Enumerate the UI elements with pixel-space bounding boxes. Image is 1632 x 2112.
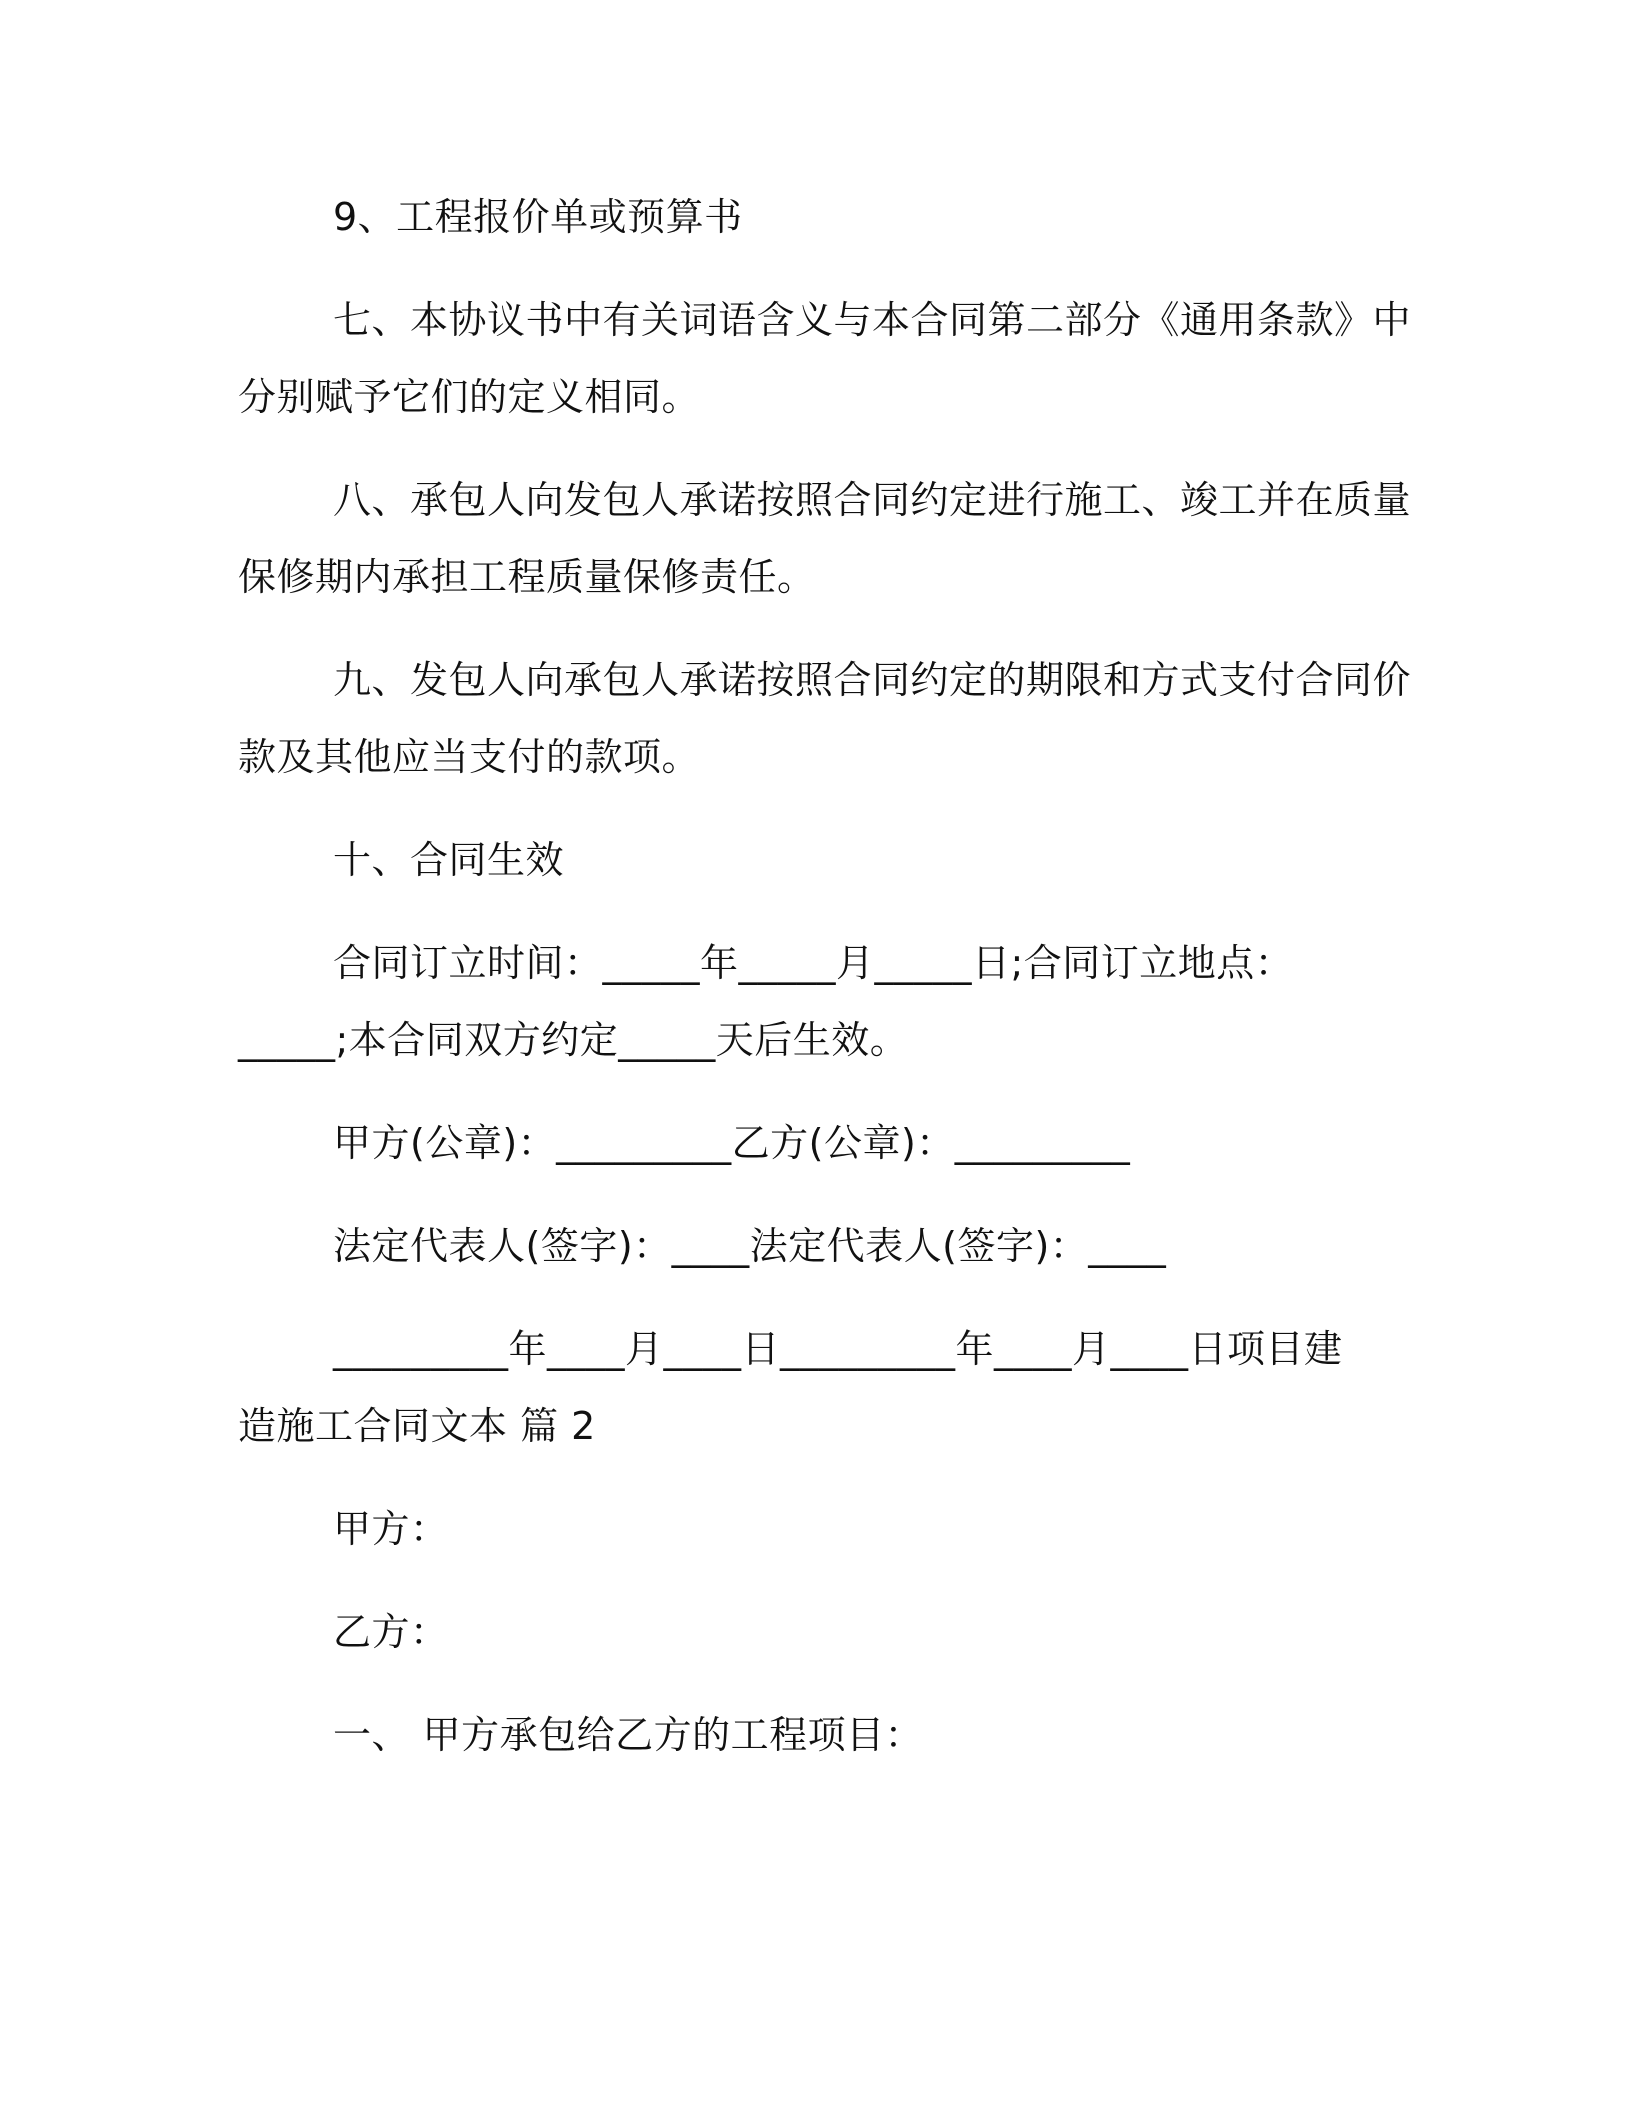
project-clause-1: 一、 甲方承包给乙方的工程项目： <box>333 1713 924 1757</box>
clause-9-line-1: 九、发包人向承包人承诺按照合同约定的期限和方式支付合同价 <box>333 658 1412 702</box>
party-b-label: 乙方： <box>333 1610 449 1654</box>
attachment-item-9: 9、工程报价单或预算书 <box>333 195 743 239</box>
clause-9-line-2: 款及其他应当支付的款项。 <box>238 735 701 779</box>
clause-7-line-1: 七、本协议书中有关词语含义与本合同第二部分《通用条款》中 <box>333 298 1412 342</box>
party-a-label: 甲方： <box>333 1507 449 1551</box>
clause-10-heading: 十、合同生效 <box>333 838 565 882</box>
section-title-line-2: 造施工合同文本 篇 2 <box>238 1404 596 1448</box>
clause-8-line-1: 八、承包人向发包人承诺按照合同约定进行施工、竣工并在质量 <box>333 478 1412 522</box>
clause-7-line-2: 分别赋予它们的定义相同。 <box>238 375 701 419</box>
party-seal-line: 甲方(公章)：_________乙方(公章)：_________ <box>333 1121 1131 1165</box>
legal-rep-signature-line: 法定代表人(签字)：____法定代表人(签字)：____ <box>333 1224 1167 1268</box>
signing-date-line-2: _____;本合同双方约定_____天后生效。 <box>238 1018 909 1062</box>
signing-date-line-1: 合同订立时间：_____年_____月_____日;合同订立地点： <box>333 941 1294 985</box>
clause-8-line-2: 保修期内承担工程质量保修责任。 <box>238 555 816 599</box>
date-line-1: _________年____月____日_________年____月____日项目建 <box>333 1327 1343 1371</box>
